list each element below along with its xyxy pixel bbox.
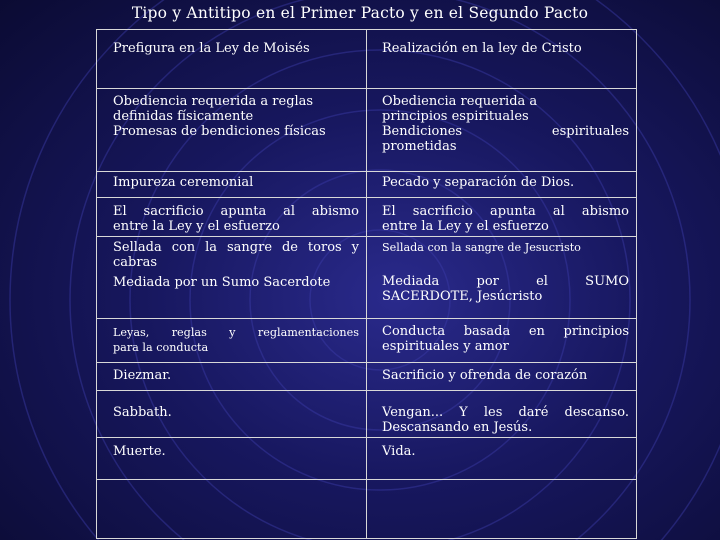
cell-text: espirituales y amor: [382, 339, 509, 354]
cell-text: Muerte.: [113, 444, 166, 459]
cell-text: cabras: [113, 255, 157, 270]
row-left-cell: [97, 237, 367, 319]
cell-text: Sabbath.: [113, 405, 172, 420]
header-left-label: Prefigura en la Ley de Moisés: [113, 41, 310, 56]
cell-text: entre la Ley y el esfuerzo: [382, 219, 549, 234]
page-title: Tipo y Antitipo en el Primer Pacto y en el Segundo Pacto: [131, 4, 589, 22]
cell-text: entre la Ley y el esfuerzo: [113, 219, 280, 234]
cell-text: definidas físicamente: [113, 109, 254, 124]
row-right-cell: [367, 198, 637, 237]
row-right-cell: [367, 391, 637, 438]
cell-text: Diezmar.: [113, 368, 172, 383]
cell-text: Vida.: [382, 444, 416, 459]
row-right-cell: [367, 319, 637, 363]
cell-text: prometidas: [382, 139, 457, 154]
table-row: [97, 237, 637, 319]
row-right-cell: [367, 480, 637, 539]
cell-text: Sellada con la sangre de toros y: [113, 240, 359, 255]
table-row: [97, 391, 637, 438]
cell-text: Descansando en Jesús.: [382, 420, 533, 435]
cell-text: Mediada por el SUMO: [382, 274, 629, 289]
cell-text: principios espirituales: [382, 109, 529, 124]
table-header-row: [97, 30, 637, 89]
cell-text: Bendiciones espirituales: [382, 124, 629, 139]
comparison-table: [96, 29, 637, 539]
row-right-cell: [367, 172, 637, 198]
cell-text: Obediencia requerida a: [382, 94, 538, 109]
cell-text: SACERDOTE, Jesúcristo: [382, 289, 543, 304]
cell-text: Promesas de bendiciones físicas: [113, 124, 326, 139]
table-row-empty: [97, 480, 637, 539]
cell-text: Sellada con la sangre de Jesucristo: [382, 241, 581, 254]
cell-text: El sacrificio apunta al abismo: [113, 204, 359, 219]
table-row: [97, 363, 637, 391]
row-right-cell: [367, 363, 637, 391]
table-row: [97, 89, 637, 172]
row-left-cell: [97, 319, 367, 363]
row-left-cell: [97, 480, 367, 539]
cell-text: Leyas, reglas y reglamentaciones: [113, 326, 359, 339]
row-left-cell: [97, 172, 367, 198]
table-row: [97, 319, 637, 363]
table-row: [97, 172, 637, 198]
cell-text: Pecado y separación de Dios.: [382, 175, 575, 190]
cell-text: Vengan... Y les daré descanso.: [382, 405, 629, 420]
row-left-cell: [97, 391, 367, 438]
cell-text: Conducta basada en principios: [382, 324, 629, 339]
cell-text: Obediencia requerida a reglas: [113, 94, 314, 109]
cell-text: Mediada por un Sumo Sacerdote: [113, 275, 331, 290]
header-right-cell: [367, 30, 637, 89]
header-left-cell: [97, 30, 367, 89]
row-right-cell: [367, 237, 637, 319]
row-right-cell: [367, 438, 637, 480]
row-left-cell: [97, 363, 367, 391]
row-left-cell: [97, 198, 367, 237]
cell-text: Impureza ceremonial: [113, 175, 254, 190]
table-row: [97, 438, 637, 480]
table-row: [97, 198, 637, 237]
row-left-cell: [97, 89, 367, 172]
cell-text: Sacrificio y ofrenda de corazón: [382, 368, 588, 383]
header-right-label: Realización en la ley de Cristo: [382, 41, 582, 56]
cell-text: para la conducta: [113, 341, 209, 354]
row-left-cell: [97, 438, 367, 480]
row-right-cell: [367, 89, 637, 172]
cell-text: El sacrificio apunta al abismo: [382, 204, 629, 219]
